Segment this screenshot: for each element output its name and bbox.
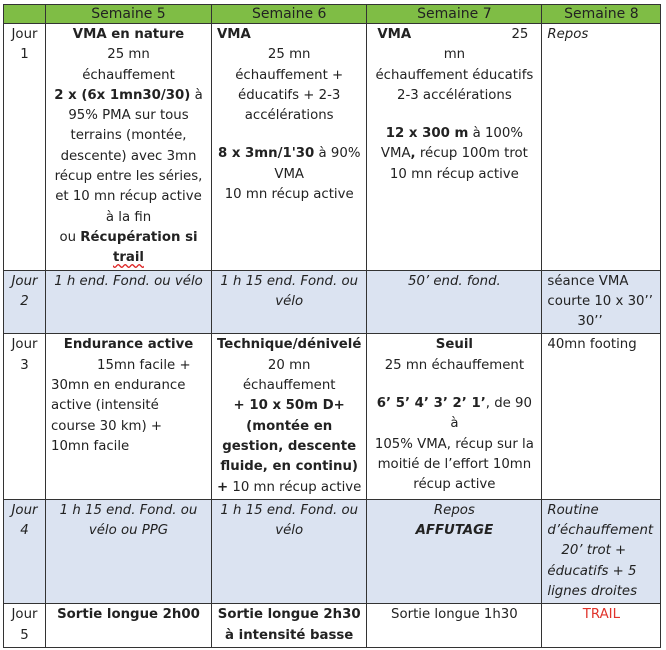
- cell-j1-s7: VMA 25 mn échauffement éducatifs 2-3 accélérations 12 x 300 m à 100% VMA, récup 100m trot 10 mn récup active: [367, 24, 542, 271]
- header-row: [4, 5, 661, 24]
- cell-j3-s8: 40mn footing: [542, 334, 661, 499]
- row-jour-3: [4, 334, 661, 499]
- day-label-2: Jour 2: [4, 270, 46, 334]
- cell-j2-s7: 50’ end. fond.: [367, 270, 542, 334]
- row-jour-2: [4, 270, 661, 334]
- cell-j5-s7: Sortie longue 1h30: [367, 604, 542, 648]
- day-label-3: Jour 3: [4, 334, 46, 499]
- cell-j2-s6: 1 h 15 end. Fond. ou vélo: [212, 270, 367, 334]
- cell-j4-s8: Routine d’échauffement 20’ trot + éducatifs + 5 lignes droites: [542, 499, 661, 603]
- cell-j4-s6: 1 h 15 end. Fond. ou vélo: [212, 499, 367, 603]
- day-label-1: Jour 1: [4, 24, 46, 271]
- header-semaine-5: Semaine 5: [46, 5, 212, 24]
- cell-j1-s6: VMA 25 mn échauffement + éducatifs + 2-3 accélérations 8 x 3mn/1'30 à 90% VMA 10 mn récup active: [212, 24, 367, 271]
- header-semaine-8: Semaine 8: [542, 5, 661, 24]
- training-plan-table: [3, 4, 661, 648]
- cell-j2-s8: séance VMA courte 10 x 30’’ 30’’: [542, 270, 661, 334]
- header-corner: [4, 5, 46, 24]
- cell-j3-s5: Endurance active 15mn facile + 30mn en endurance active (intensité course 30 km) + 10mn facile: [46, 334, 212, 499]
- cell-j3-s7: Seuil 25 mn échauffement 6’ 5’ 4’ 3’ 2’ 1’, de 90 à 105% VMA, récup sur la moitié de l’effort 10mn récup active: [367, 334, 542, 499]
- cell-j3-s6: Technique/dénivelé 20 mn échauffement + 10 x 50m D+ (montée en gestion, descente fluide, en continu) + 10 mn récup active: [212, 334, 367, 499]
- cell-j1-s5: VMA en nature 25 mn échauffement 2 x (6x 1mn30/30) à 95% PMA sur tous terrains (montée, descente) avec 3mn récup entre les séries, et 10 mn récup active à la fin ou Récupération si trail: [46, 24, 212, 271]
- cell-j1-s8: Repos: [542, 24, 661, 271]
- cell-j5-s5: Sortie longue 2h00: [46, 604, 212, 648]
- cell-j2-s5: 1 h end. Fond. ou vélo: [46, 270, 212, 334]
- cell-j4-s7: Repos AFFUTAGE: [367, 499, 542, 603]
- row-jour-1: [4, 24, 661, 271]
- header-semaine-7: Semaine 7: [367, 5, 542, 24]
- cell-j5-s8: TRAIL: [542, 604, 661, 648]
- row-jour-5: [4, 604, 661, 648]
- row-jour-4: [4, 499, 661, 603]
- cell-j5-s6: Sortie longue 2h30 à intensité basse: [212, 604, 367, 648]
- day-label-4: Jour 4: [4, 499, 46, 603]
- cell-j4-s5: 1 h 15 end. Fond. ou vélo ou PPG: [46, 499, 212, 603]
- day-label-5: Jour 5: [4, 604, 46, 648]
- header-semaine-6: Semaine 6: [212, 5, 367, 24]
